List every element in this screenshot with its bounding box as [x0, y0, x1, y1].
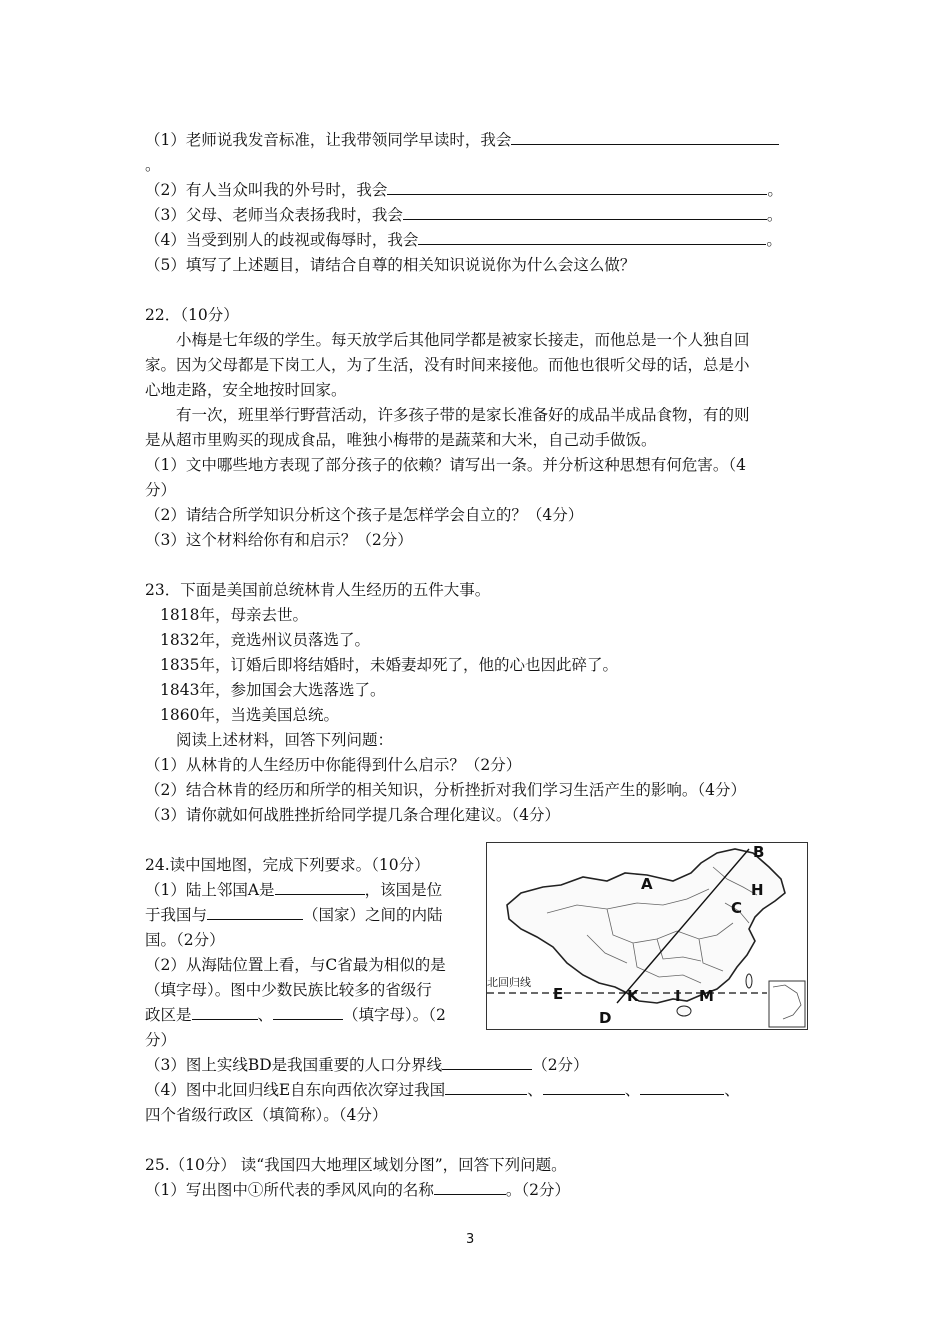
q24-part2-line1: （2）从海陆位置上看，与C省最为相似的是 — [145, 956, 446, 974]
answer-blank[interactable] — [640, 1080, 724, 1095]
q24-part3-text: （2分） — [532, 1056, 589, 1074]
q21-item-2-end: 。 — [767, 181, 783, 199]
q23-heading: 23．下面是美国前总统林肯人生经历的五件大事。 — [145, 581, 491, 599]
q25-question-1-text: （1）写出图中①所代表的季风风向的名称 — [145, 1181, 434, 1199]
map-label-i: I — [675, 987, 681, 1005]
answer-blank[interactable] — [511, 130, 779, 145]
answer-blank[interactable] — [403, 205, 767, 220]
q21-item-2 — [145, 180, 783, 200]
q24-part4 — [145, 1080, 740, 1100]
answer-blank[interactable] — [442, 1055, 532, 1070]
q22-para2-line2: 是从超市里购买的现成食品，唯独小梅带的是蔬菜和大米，自己动手做饭。 — [145, 431, 657, 449]
map-label-m: M — [699, 987, 714, 1005]
answer-blank[interactable] — [207, 905, 303, 920]
map-label-b: B — [753, 843, 765, 861]
map-label-d: D — [599, 1009, 612, 1027]
q25-question-1 — [145, 1180, 570, 1200]
q24-part1-text: 于我国与 — [145, 906, 208, 924]
answer-blank[interactable] — [543, 1080, 625, 1095]
q21-item-2-text: （2）有人当众叫我的外号时，我会 — [145, 181, 388, 199]
q21-item-1 — [145, 130, 779, 150]
q24-part4-cont: 四个省级行政区（填简称）。（4分） — [145, 1106, 388, 1124]
q21-item-3 — [145, 205, 782, 225]
q21-item-5: （5）填写了上述题目，请结合自尊的相关知识说说你为什么会这么做？ — [145, 256, 636, 274]
q25-question-1-text: 。（2分） — [505, 1181, 570, 1199]
china-map-figure — [486, 842, 808, 1030]
q25-heading: 25.（10分） 读“我国四大地理区域划分图”，回答下列问题。 — [145, 1156, 567, 1174]
q24-part1-line3: 国。（2分） — [145, 931, 225, 949]
q23-event: 1843年，参加国会大选落选了。 — [160, 681, 386, 699]
q24-part3 — [145, 1055, 589, 1075]
q23-event: 1832年，竞选州议员落选了。 — [160, 631, 370, 649]
china-map — [487, 843, 807, 1029]
map-label-a: A — [641, 875, 653, 893]
q24-part1-text: （国家）之间的内陆 — [303, 906, 443, 924]
tropic-label: 北回归线 — [487, 976, 531, 989]
q22-heading: 22．（10分） — [145, 306, 239, 324]
q21-item-1-text: （1）老师说我发音标准，让我带领同学早读时，我会 — [145, 131, 512, 149]
q21-item-3-end: 。 — [766, 206, 783, 224]
answer-blank[interactable] — [275, 880, 365, 895]
q24-part1-line2 — [145, 905, 443, 925]
q24-part1-text: （1）陆上邻国A是 — [145, 881, 275, 899]
q23-event: 1860年，当选美国总统。 — [160, 706, 339, 724]
answer-blank[interactable] — [387, 180, 767, 195]
q22-para1-line3: 心地走路，安全地按时回家。 — [145, 381, 347, 399]
q22-question-1-cont: 分） — [145, 481, 177, 499]
q23-question-3: （3）请你就如何战胜挫折给同学提几条合理化建议。（4分） — [145, 806, 560, 824]
q24-part2-text: 政区是 — [145, 1006, 192, 1024]
answer-blank[interactable] — [434, 1180, 506, 1195]
q24-part2-line2: （填字母）。图中少数民族比较多的省级行 — [145, 981, 432, 999]
south-china-sea-inset — [769, 981, 805, 1027]
china-outline — [507, 849, 785, 1003]
q22-question-1: （1）文中哪些地方表现了部分孩子的依赖？请写出一条。并分析这种思想有何危害。（4 — [145, 456, 746, 474]
q22-para1-line2: 家。因为父母都是下岗工人，为了生活，没有时间来接他。而他也很听父母的话，总是小 — [145, 356, 750, 374]
q21-item-4 — [145, 230, 782, 250]
q22-para1-line1: 小梅是七年级的学生。每天放学后其他同学都是被家长接走，而他总是一个人独自回 — [176, 331, 750, 349]
q24-part2-text: （填字母）。（2 — [343, 1006, 446, 1024]
q24-part3-text: （3）图上实线BD是我国重要的人口分界线 — [145, 1056, 443, 1074]
q22-question-2: （2）请结合所学知识分析这个孩子是怎样学会自立的？（4分） — [145, 506, 584, 524]
answer-blank[interactable] — [445, 1080, 527, 1095]
q21-item-1-end: 。 — [145, 156, 161, 174]
map-label-k: K — [627, 987, 639, 1005]
q23-event: 1835年，订婚后即将结婚时，未婚妻却死了，他的心也因此碎了。 — [160, 656, 618, 674]
map-label-e: E — [553, 985, 564, 1003]
separator: 、 — [257, 1006, 274, 1024]
q22-question-3: （3）这个材料给你有和启示？（2分） — [145, 531, 413, 549]
q24-part2-line3 — [145, 1005, 446, 1025]
answer-blank[interactable] — [418, 230, 766, 245]
page-number: 3 — [466, 1232, 475, 1247]
q23-question-1: （1）从林肯的人生经历中你能得到什么启示？（2分） — [145, 756, 522, 774]
taiwan-island — [746, 974, 752, 988]
separator: 、 — [527, 1081, 543, 1099]
q21-item-4-end: 。 — [766, 231, 782, 249]
q24-part1-line1 — [145, 880, 442, 900]
q21-item-4-text: （4）当受到别人的歧视或侮辱时，我会 — [145, 231, 419, 249]
q24-part1-text: ，该国是位 — [364, 881, 443, 899]
answer-blank[interactable] — [192, 1005, 258, 1020]
answer-blank[interactable] — [273, 1005, 343, 1020]
separator: 、 — [724, 1081, 740, 1099]
q23-instruction: 阅读上述材料，回答下列问题： — [176, 731, 394, 749]
q24-part4-text: （4）图中北回归线E自东向西依次穿过我国 — [145, 1081, 446, 1099]
q22-para2-line1: 有一次，班里举行野营活动，许多孩子带的是家长准备好的成品半成品食物，有的则 — [176, 406, 750, 424]
hainan-island — [677, 1006, 691, 1016]
q23-question-2: （2）结合林肯的经历和所学的相关知识，分析挫折对我们学习生活产生的影响。（4分） — [145, 781, 746, 799]
q21-item-3-text: （3）父母、老师当众表扬我时，我会 — [145, 206, 403, 224]
q24-heading: 24.读中国地图，完成下列要求。（10分） — [145, 856, 430, 874]
separator: 、 — [624, 1081, 641, 1099]
map-label-h: H — [751, 881, 764, 899]
map-label-c: C — [731, 899, 743, 917]
q23-event: 1818年，母亲去世。 — [160, 606, 308, 624]
q24-part2-line4: 分） — [145, 1031, 177, 1049]
